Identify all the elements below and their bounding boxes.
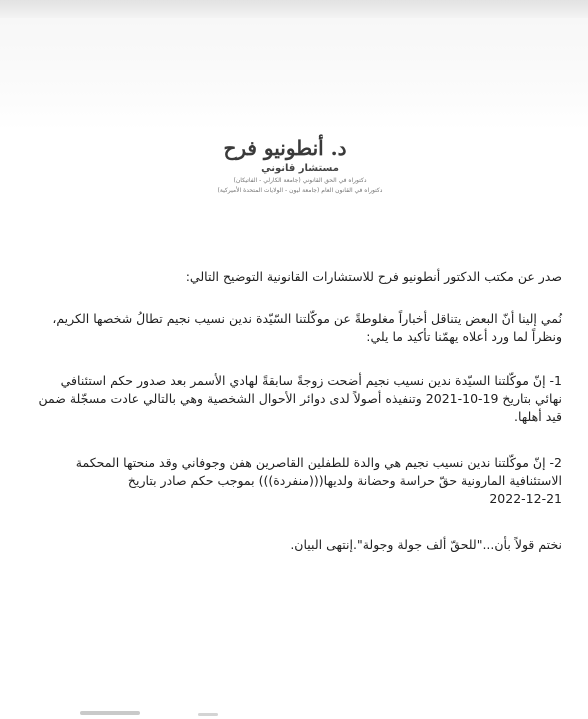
letterhead-name: د. أنطونيو فرح [223,136,347,160]
letterhead-title: مستشار قانوني [261,163,339,174]
statement-paragraph: نُمي إلينا أنّ البعض يتناقل أخباراً مغلوطةً عن موكّلتنا السّيّدة ندين نسيب نجيم تطالُ شخصها الكريم، [52,311,562,326]
letterhead-credential: دكتوراه في الحق القانوني (جامعة الكارلي - الفاتيكان) [233,177,367,184]
bottom-mark [198,713,218,716]
statement-item-2-text: 2- إنّ موكّلتنا ندين نسيب نجيم هي والدة للطفلين القاصرين هفن وجوفاني وقد منحتها المحكمة الاستئنافية المارونية حقّ حراسة وحضانة ولديها(((منفردة))) بموجب حكم صادر بتاريخ [75,455,562,488]
top-edge [0,0,588,18]
letterhead-credential: دكتوراه في القانون العام (جامعة ليون - الولايات المتحدة الأميركية) [217,187,383,194]
statement-item-2-date: 2022-12-21 [489,491,562,506]
statement-closing: نختم قولاً بأن..."للحقّ ألف جولة وجولة".إنتهى البيان. [290,537,562,552]
statement-paragraph: ونظراً لما ورد أعلاه يهمّنا تأكيد ما يلي: [366,329,562,344]
statement-body [32,268,562,554]
statement-item-2 [32,454,562,508]
statement-intro: صدر عن مكتب الدكتور أنطونيو فرح للاستشارات القانونية التوضيح التالي: [185,269,562,284]
statement-item-1: 1- إنّ موكّلتنا السيّدة ندين نسيب نجيم أضحت زوجةً سابقةً لهادي الأسمر بعد صدور حكم استئنافي نهائي بتاريخ 19-10-2021 وتنفيذه أصولاً لدى دوائر الأحوال الشخصية وهي بالتالي عادت مسجّلة ضمن قيد أهلها. [38,373,562,424]
bottom-mark [80,711,140,715]
letterhead [150,136,420,196]
